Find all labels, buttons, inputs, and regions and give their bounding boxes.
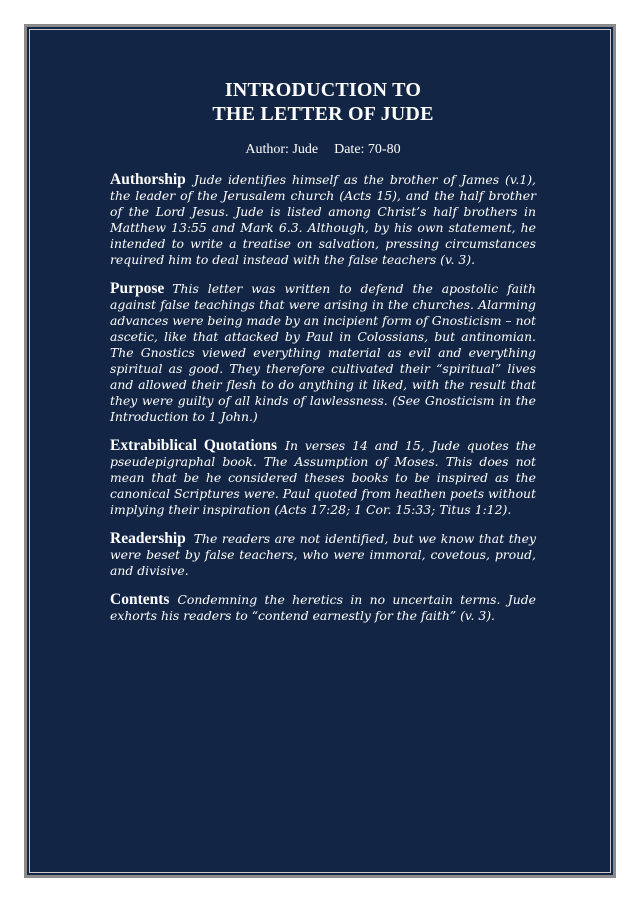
page-frame — [24, 24, 616, 878]
section-purpose — [110, 281, 536, 425]
section-readership — [110, 531, 536, 579]
section-text: In verses 14 and 15, Jude quotes the pseudepigraphal book. The Assumption of Moses. This does not mean that be he considered theses books to be inspired as the canonical Scriptures were. Paul quoted from heathen poets without implying their inspiration (Acts 17:28; 1 Cor. 15:33; Titus 1:12). — [110, 438, 536, 517]
section-extrabiblical-quotations — [110, 438, 536, 518]
section-text: Condemning the heretics in no uncertain terms. Jude exhorts his readers to “contend earnestly for the faith” (v. 3). — [110, 592, 536, 623]
document-title — [110, 78, 536, 126]
document-meta — [110, 142, 536, 158]
section-contents — [110, 592, 536, 624]
section-authorship — [110, 172, 536, 268]
section-text: The readers are not identified, but we know that they were beset by false teachers, who were immoral, covetous, proud, and divisive. — [110, 531, 536, 578]
title-line-2: THE LETTER OF JUDE — [212, 103, 434, 125]
date-label: Date: 70-80 — [334, 142, 401, 157]
section-text: Jude identifies himself as the brother of James (v.1), the leader of the Jerusalem church (Acts 15), and the half brother of the Lord Jesus. Jude is listed among Christ’s half brothers in Matthew 13:55 and Mark 6.3. Although, by his own statement, he intended to write a treatise on salvation, pressing circumstances required him to deal instead with the false teachers (v. 3). — [110, 172, 536, 267]
title-line-1: INTRODUCTION TO — [224, 79, 422, 101]
section-heading: Extrabiblical Quotations — [110, 437, 278, 454]
author-label: Author: Jude — [245, 142, 319, 157]
document-content — [110, 78, 536, 637]
section-heading: Purpose — [110, 280, 165, 297]
section-heading: Contents — [110, 591, 170, 608]
section-heading: Authorship — [110, 171, 186, 188]
inner-frame — [29, 29, 611, 873]
section-heading: Readership — [110, 530, 186, 547]
section-text: This letter was written to defend the apostolic faith against false teachings that were arising in the churches. Alarming advances were being made by an incipient form of Gnosticism – not ascetic, like that attacked by Paul in Colossians, but antinomian. The Gnostics viewed everything material as evil and everything spiritual as good. They therefore cultivated their “spiritual” lives and allowed their flesh to do anything it liked, with the result that they were guilty of all kinds of lawlessness. (See Gnosticism in the Introduction to 1 John.) — [110, 281, 536, 424]
